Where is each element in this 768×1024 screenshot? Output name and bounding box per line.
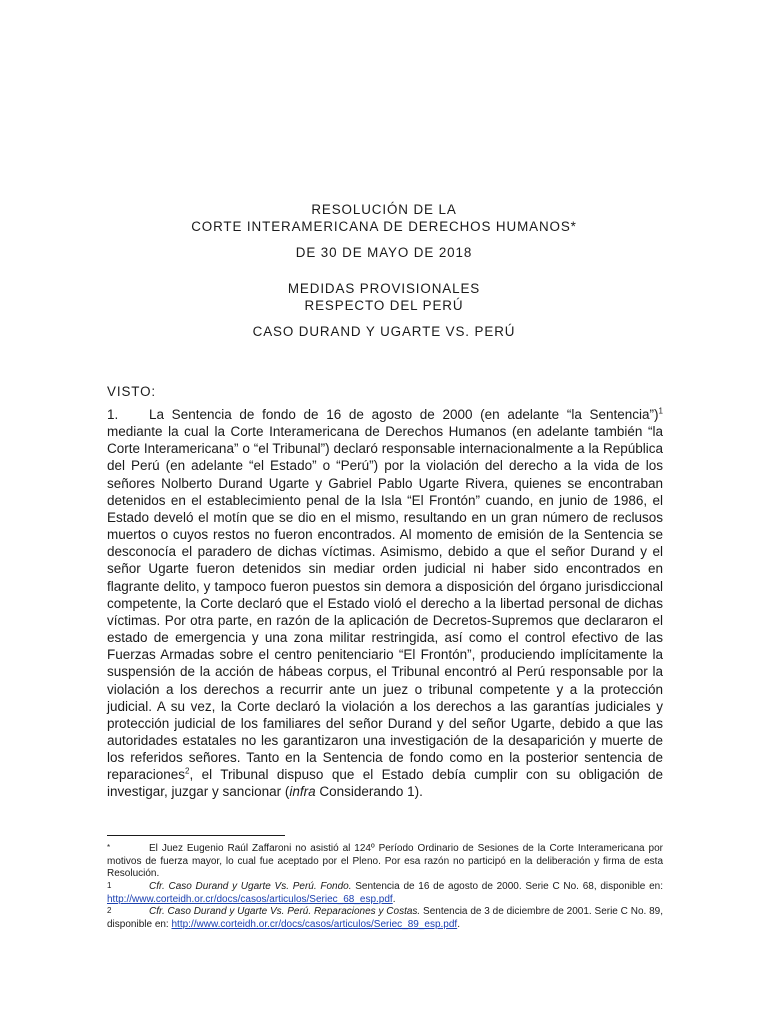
footnote-2 (107, 906, 663, 931)
footnote-text: Sentencia de 3 de diciembre de 2001. Serie C No. 89, disponible en: (107, 906, 663, 930)
paragraph-text-part3: , el Tribunal dispuso que el Estado debía cumplir con su obligación de investigar, juzgar y sancionar ( (107, 767, 663, 800)
measures-line1: MEDIDAS PROVISIONALES (287, 281, 481, 296)
section-title-visto: VISTO: (107, 384, 157, 399)
footnote-link[interactable]: http://www.corteidh.or.cr/docs/casos/articulos/Seriec_68_esp.pdf (107, 893, 393, 905)
footnote-text: El Juez Eugenio Raúl Zaffaroni no asistió al 124º Período Ordinario de Sesiones de la Corte Interamericana por motivos de fuerza mayor, lo cual fue aceptado por el Pleno. Por esa razón no participó en la deliberación y firma de esta Resolución. (107, 843, 663, 880)
footnote-end: . (457, 918, 460, 930)
footnote-mark: 1 (107, 881, 112, 890)
footnote-asterisk (107, 843, 663, 881)
measures-line2: RESPECTO DEL PERÚ (304, 298, 464, 313)
resolution-title-line2: CORTE INTERAMERICANA DE DERECHOS HUMANOS* (191, 219, 577, 234)
case-title: CASO DURAND Y UGARTE VS. PERÚ (252, 324, 516, 339)
footnote-link[interactable]: http://www.corteidh.or.cr/docs/casos/articulos/Seriec_89_esp.pdf (171, 918, 458, 930)
paragraph-text-part1: La Sentencia de fondo de 16 de agosto de 2000 (en adelante “la Sentencia”) (149, 407, 659, 422)
footnote-mark: 2 (107, 906, 112, 915)
footnote-ref-1[interactable]: 1 (658, 406, 663, 416)
footnote-text: Sentencia de 16 de agosto de 2000. Serie C No. 68, disponible en: (351, 881, 663, 892)
paragraph-1 (107, 406, 663, 801)
paragraph-number: 1. (107, 407, 119, 422)
footnote-citation: Cfr. Caso Durand y Ugarte Vs. Perú. Reparaciones y Costas. (149, 906, 421, 917)
paragraph-text-part4: Considerando 1). (315, 784, 423, 800)
paragraph-text-part2: mediante la cual la Corte Interamericana de Derechos Humanos (en adelante también “la Corte Interamericana” o “el Tribunal”) declaró responsable internacionalmente a la República del Perú (en adelante “el Estado” o “Perú”) por la violación del derecho a la vida de los señores Nolberto Durand Ugarte y Gabriel Pablo Ugarte Rivera, quienes se encontraban detenidos en el establecimiento penal de la Isla “El Frontón” cuando, en junio de 1986, el Estado develó el motín que se dio en el mismo, resultando en un gran número de reclusos muertos o cuyos restos no fueron encontrados. Al momento de emisión de la Sentencia se desconocía el paradero de dichas víctimas. Asimismo, debido a que el señor Durand y el señor Ugarte fueron detenidos sin mediar orden judicial ni haber sido encontrados en flagrante delito, y tampoco fueron puestos sin demora a disposición del órgano jurisdiccional competente, la Corte declaró que el Estado violó el derecho a la libertad personal de dichas víctimas. Por otra parte, en razón de la aplicación de Decretos-Supremos que declararon el estado de emergencia y una zona militar restringida, así como el control efectivo de las Fuerzas Armadas sobre el centro penitenciario “El Frontón”, produciendo implícitamente la suspensión de la acción de hábeas corpus, el Tribunal encontró al Perú responsable por la violación a los derechos a recurrir ante un juez o tribunal competente y a la protección judicial. A su vez, la Corte declaró la violación a los derechos a las garantías judiciales y protección judicial de los familiares del señor Durand y del señor Ugarte, debido a que las autoridades estatales no les garantizaron una investigación de la desaparición y muerte de los referidos señores. Tanto en la Sentencia de fondo como en la posterior sentencia de reparaciones (107, 424, 663, 783)
infra-word: infra (289, 784, 316, 800)
footnote-ref-2[interactable]: 2 (185, 766, 190, 776)
resolution-date: DE 30 DE MAYO DE 2018 (295, 245, 473, 260)
footnote-1 (107, 881, 663, 906)
footnote-mark: * (107, 843, 111, 852)
resolution-title-line1: RESOLUCIÓN DE LA (311, 202, 457, 217)
footnote-end: . (392, 893, 396, 905)
footnote-citation: Cfr. Caso Durand y Ugarte Vs. Perú. Fondo. (149, 881, 352, 892)
footnote-separator (107, 835, 285, 836)
